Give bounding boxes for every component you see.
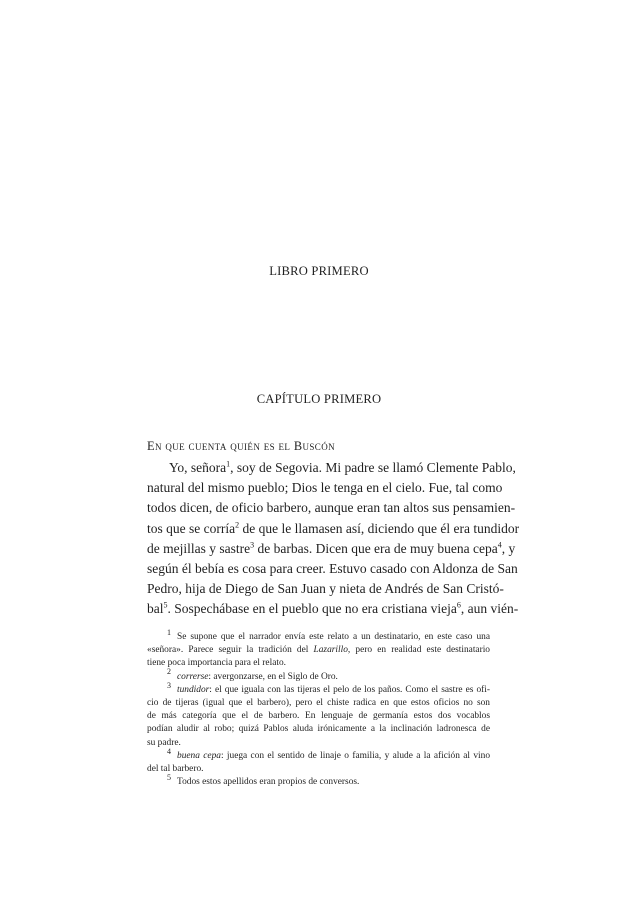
footnote bbox=[147, 667, 490, 684]
body-text-run: Pedro, hija de Diego de San Juan y nieta de Andrés de San Cristó- bbox=[147, 581, 504, 597]
footnote bbox=[147, 627, 490, 671]
body-text-run: , soy de Segovia. Mi padre se llamó Clemente Pablo, bbox=[230, 460, 516, 475]
footnote-line bbox=[147, 763, 490, 776]
body-text-run: según él bebía es cosa para creer. Estuvo casado con Aldonza de San bbox=[147, 561, 518, 577]
footnote-line bbox=[147, 773, 490, 789]
footnote-ref[interactable]: 5 bbox=[163, 600, 168, 610]
footnote-number: 2 bbox=[167, 667, 171, 677]
body-text-run: Yo, señora bbox=[169, 460, 227, 475]
footnote-italic-term: correrse bbox=[177, 671, 209, 682]
body-text-run: de barbas. Dicen que era de muy buena cepa bbox=[254, 540, 498, 556]
body-line bbox=[147, 478, 503, 498]
footnote-ref[interactable]: 6 bbox=[456, 600, 461, 610]
body-text-run: bal bbox=[147, 601, 164, 617]
footnote-line bbox=[147, 680, 490, 697]
book-title: LIBRO PRIMERO bbox=[269, 264, 369, 278]
footnote bbox=[147, 773, 490, 789]
footnote-number: 1 bbox=[167, 627, 171, 637]
footnote-italic-term: buena cepa bbox=[177, 750, 221, 761]
body-line bbox=[147, 579, 504, 599]
footnote bbox=[147, 680, 490, 750]
body-line bbox=[147, 458, 516, 478]
footnote-text: su padre. bbox=[147, 737, 181, 748]
footnote-line bbox=[147, 657, 490, 670]
body-text-run: . Sospechábase en el pueblo que no era cristiana vieja bbox=[167, 601, 457, 617]
footnote-ref[interactable]: 4 bbox=[497, 540, 502, 550]
body-text bbox=[147, 458, 520, 620]
footnote-ref[interactable]: 3 bbox=[250, 540, 255, 550]
footnote-text: de más categoría que el de barbero. En lenguaje de germanía estos dos vocablos bbox=[147, 711, 490, 722]
footnote-text: cio de tijeras (igual que el barbero), pero el chiste radica en que estos oficios no son bbox=[147, 698, 490, 709]
footnote-text: , pero en realidad este destinatario bbox=[347, 645, 490, 656]
footnote-line bbox=[147, 737, 490, 750]
footnote-ref[interactable]: 2 bbox=[235, 520, 240, 530]
footnote-line bbox=[147, 710, 490, 723]
body-line bbox=[147, 498, 516, 518]
footnote-number: 5 bbox=[167, 773, 171, 783]
footnote-text: Todos estos apellidos eran propios de conversos. bbox=[177, 777, 360, 788]
body-text-run: tos que se corría bbox=[147, 520, 236, 536]
chapter-title: CAPÍTULO PRIMERO bbox=[256, 392, 382, 406]
body-text-run: , y bbox=[501, 540, 516, 556]
footnote-line bbox=[147, 697, 490, 710]
footnote-number: 4 bbox=[167, 746, 171, 756]
footnote-text: Se supone que el narrador envía este relato a un destinatario, en este caso una bbox=[177, 632, 490, 642]
footnote-line bbox=[147, 667, 490, 684]
footnote-line bbox=[147, 746, 491, 763]
footnote-text: tiene poca importancia para el relato. bbox=[147, 658, 286, 669]
body-text-run: de que le llamasen así, diciendo que él era tundidor bbox=[239, 520, 520, 536]
body-line bbox=[147, 559, 518, 579]
footnotes bbox=[147, 627, 491, 789]
body-line bbox=[147, 519, 520, 539]
body-line bbox=[147, 539, 516, 559]
footnote-line bbox=[147, 644, 490, 657]
footnote-number: 3 bbox=[167, 680, 171, 690]
footnote-italic-term: tundidor bbox=[177, 684, 210, 695]
footnote-text: «señora». Parece seguir la tradición del bbox=[147, 645, 314, 656]
footnote-line bbox=[147, 627, 490, 644]
body-text-run: , aun vién- bbox=[460, 601, 519, 617]
body-line bbox=[147, 599, 519, 619]
body-text-run: de mejillas y sastre bbox=[147, 540, 251, 556]
footnote-text: podían aludir al robo; quizá Pablos aluda irónicamente a la inclinación ladronesca de bbox=[147, 724, 490, 735]
body-text-run: todos dicen, de oficio barbero, aunque eran tan altos sus pensamien- bbox=[147, 500, 516, 516]
footnote-text: : juega con el sentido de linaje o familia, y alude a la afición al vino bbox=[220, 750, 491, 761]
footnote-ref[interactable]: 1 bbox=[226, 459, 231, 469]
footnote bbox=[147, 746, 491, 776]
body-text-run: natural del mismo pueblo; Dios le tenga en el cielo. Fue, tal como bbox=[147, 480, 503, 496]
footnote-text: : avergonzarse, en el Siglo de Oro. bbox=[208, 671, 338, 682]
footnote-italic-term: Lazarillo bbox=[313, 645, 348, 656]
section-heading: En que cuenta quién es el Buscón bbox=[147, 439, 335, 453]
footnote-text: del tal barbero. bbox=[147, 764, 204, 775]
footnote-line bbox=[147, 723, 490, 736]
footnote-text: : el que iguala con las tijeras el pelo de los paños. Como el sastre es ofi- bbox=[209, 684, 490, 695]
